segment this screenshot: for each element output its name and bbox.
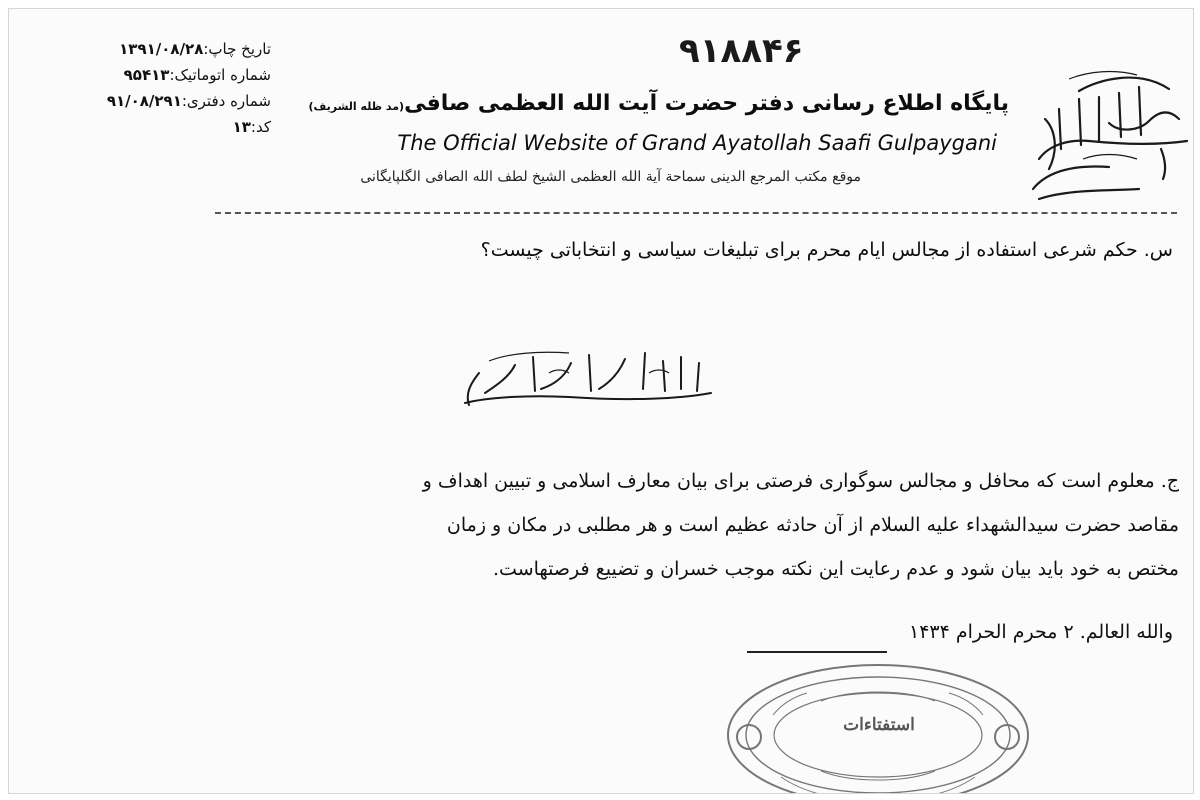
closing-date: والله العالم. ۲ محرم الحرام ۱۴۳۴ <box>908 621 1173 643</box>
handwritten-serial-number: ۹۱۸۸۴۶ <box>679 31 804 71</box>
meta-print-date: تاریخ چاپ:۱۳۹۱/۰۸/۲۸ <box>119 40 271 58</box>
question-text: س. حکم شرعی استفاده از مجالس ایام محرم برای تبلیغات سیاسی و انتخاباتی چیست؟ <box>480 239 1173 261</box>
office-subtitle-arabic: موقع مکتب المرجع الدینی سماحة آیة الله العظمی الشیخ لطف الله الصافی الگلپایگانی <box>360 169 861 185</box>
basmala-calligraphy <box>449 343 719 413</box>
office-title-english: The Official Website of Grand Ayatollah Saafi Gulpaygani <box>397 131 997 155</box>
answer-text <box>27 461 1179 593</box>
answer-line: ج. معلوم است که محافل و مجالس سوگواری فرصتی برای بیان معارف اسلامی و تبیین اهداف و <box>422 470 1179 492</box>
answer-line: مقاصد حضرت سیدالشهداء علیه السلام از آن حادثه عظیم است و هر مطلبی در مکان و زمان <box>446 514 1179 536</box>
print-metadata <box>61 39 271 143</box>
office-title-main: پایگاه اطلاع رسانی دفتر حضرت آیت الله العظمی صافی <box>404 91 1009 116</box>
office-title-suffix: (مد ظله الشریف) <box>308 100 405 113</box>
office-title-persian <box>309 91 1010 116</box>
stamp-label: استفتاءات <box>843 715 915 735</box>
basmala-calligraphy-logo <box>1019 49 1189 219</box>
meta-code: کد:۱۳ <box>232 118 271 136</box>
meta-automatic-number: شماره اتوماتیک:۹۵۴۱۳ <box>123 66 271 84</box>
meta-office-number: شماره دفتری:۹۱/۰۸/۲۹۱ <box>106 92 271 110</box>
document-page <box>8 8 1194 794</box>
answer-line: مختص به خود باید بیان شود و عدم رعایت این نکته موجب خسران و تضییع فرصتهاست. <box>493 558 1179 580</box>
header-divider <box>215 212 1177 214</box>
